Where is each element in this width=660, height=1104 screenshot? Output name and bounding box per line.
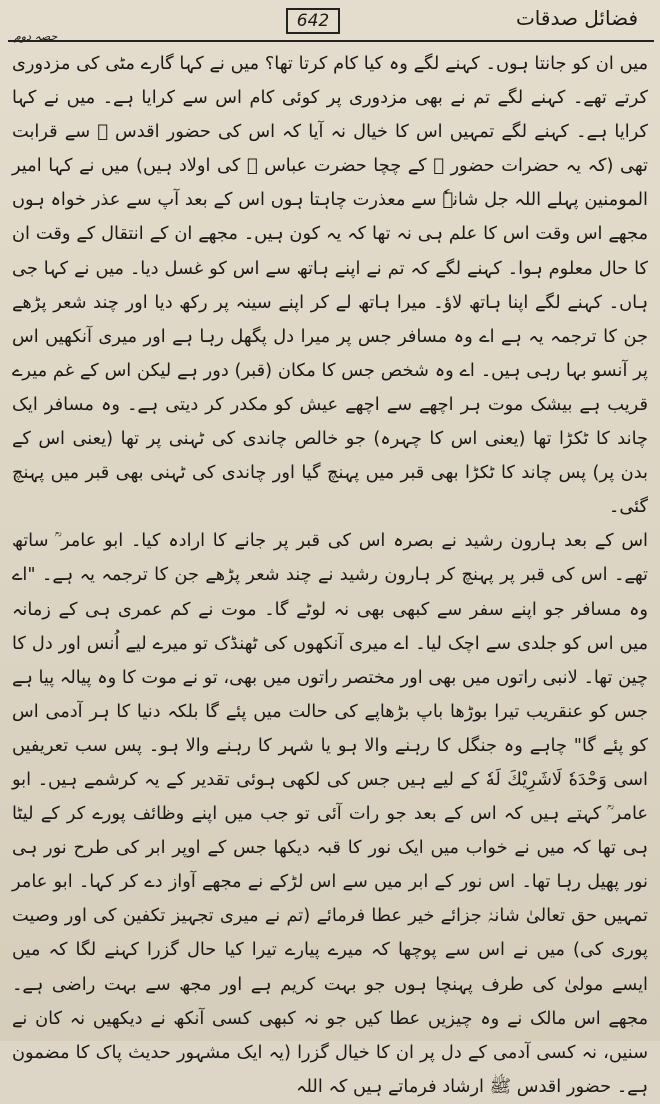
section-label: حصہ دوم — [14, 30, 58, 43]
body-text — [12, 47, 648, 1097]
page-header — [0, 0, 660, 44]
book-title: فضائل صدقات — [515, 6, 638, 30]
paragraph-1: میں ان کو جانتا ہوں۔ کہنے لگے وہ کیا کام کرتا تھا؟ میں نے کہا گارے مٹی کی مزدوری کرتے تھے۔ کہنے لگے تم نے بھی مزدوری پر کوئی کام اس سے کرایا ہے۔ میں نے کہا کرایا ہے۔ کہنے لگے تمہیں اس کا خیال نہ آیا کہ اس کی حضور اقدس ﷺ سے قرابت تھی (کہ یہ حضرات حضور ﷺ کے چچا حضرت عباس ؓ کی اولاد ہیں) میں نے کہا امیر المومنین پہلے اللہ جل شانہٗ سے معذرت چاہتا ہوں اس کے بعد آپ سے عذر خواہ ہوں مجھے اس وقت اس کا علم ہی نہ تھا کہ یہ کون ہیں۔ مجھے ان کے انتقال کے وقت ان کا حال معلوم ہوا۔ کہنے لگے کہ تم نے اپنے ہاتھ سے اس کو غسل دیا۔ میں نے کہا جی ہاں۔ کہنے لگے اپنا ہاتھ لاؤ۔ میرا ہاتھ لے کر اپنے سینہ پر رکھ دیا اور چند شعر پڑھے جن کا ترجمہ یہ ہے اے وہ مسافر جس پر میرا دل پگھل رہا ہے اور میری آنکھیں اس پر آنسو بہا رہی ہیں۔ اے وہ شخص جس کا مکان (قبر) دور ہے لیکن اس کے غم میرے قریب ہے بیشک موت ہر اچھے سے اچھے عیش کو مکدر کر دیتی ہے۔ وہ مسافر ایک چاند کا ٹکڑا تھا (یعنی اس کا چہرہ) جو خالص چاندی کی ٹہنی پر تھا (یعنی اس کے بدن پر) پس چاند کا ٹکڑا بھی قبر میں پہنچ گیا اور چاندی کی ٹہنی بھی قبر میں پہنچ گئی۔ — [12, 53, 648, 518]
paragraph-2: اس کے بعد ہارون رشید نے بصرہ اس کی قبر پر جانے کا ارادہ کیا۔ ابو عامر ؒ ساتھ تھے۔ اس کی قبر پر پہنچ کر ہارون رشید نے چند شعر پڑھے جن کا ترجمہ یہ ہے۔ "اے وہ مسافر جو اپنے سفر سے کبھی بھی نہ لوٹے گا۔ موت نے کم عمری ہی کے زمانہ میں اس کو جلدی سے اچک لیا۔ اے میری آنکھوں کی ٹھنڈک تو میرے لیے اُنس اور دل کا چین تھا۔ لانبی راتوں میں بھی اور مختصر راتوں میں بھی، تو نے موت کا وہ پیالہ پیا ہے جس کو عنقریب تیرا بوڑھا باپ بڑھاپے کی حالت میں پئے گا بلکہ دنیا کا ہر آدمی اس کو پئے گا" چاہے وہ جنگل کا رہنے والا ہو یا شہر کا رہنے والا ہو۔ پس سب تعریفیں اسی وَحْدَهٗ لَاشَرِيْكَ لَهٗ کے لیے ہیں جس کی لکھی ہوئی تقدیر کے یہ کرشمے ہیں۔ ابو عامر ؒ کہتے ہیں کہ اس کے بعد جو رات آئی تو جب میں اپنے وظائف پورے کر کے لیٹا ہی تھا کہ میں نے خواب میں ایک نور کا قبہ دیکھا جس کے اوپر ابر کی طرح نور ہی نور پھیل رہا تھا۔ اس نور کے ابر میں سے اس لڑکے نے مجھے آواز دے کر کہا۔ ابو عامر تمہیں حق تعالیٰ شانہٗ جزائے خیر عطا فرمائے (تم نے میری تجہیز تکفین کی اور وصیت پوری کی) میں نے اس سے پوچھا کہ میرے پیارے تیرا کیا حال گزرا کہنے لگا کہ میں ایسے مولیٰ کی طرف پہنچا ہوں جو بہت کریم ہے اور مجھ سے بہت راضی ہے۔ مجھے اس مالک نے وہ چیزیں عطا کیں جو نہ کبھی کسی آنکھ نے دیکھیں نہ کان نے سنیں، نہ کسی آدمی کے دل پر ان کا خیال گزرا (یہ ایک مشہور حدیث پاک کا مضمون ہے۔ حضور اقدس ﷺ ارشاد فرماتے ہیں کہ اللہ — [12, 530, 648, 1097]
page-number: 642 — [286, 8, 340, 34]
header-divider — [8, 40, 654, 42]
